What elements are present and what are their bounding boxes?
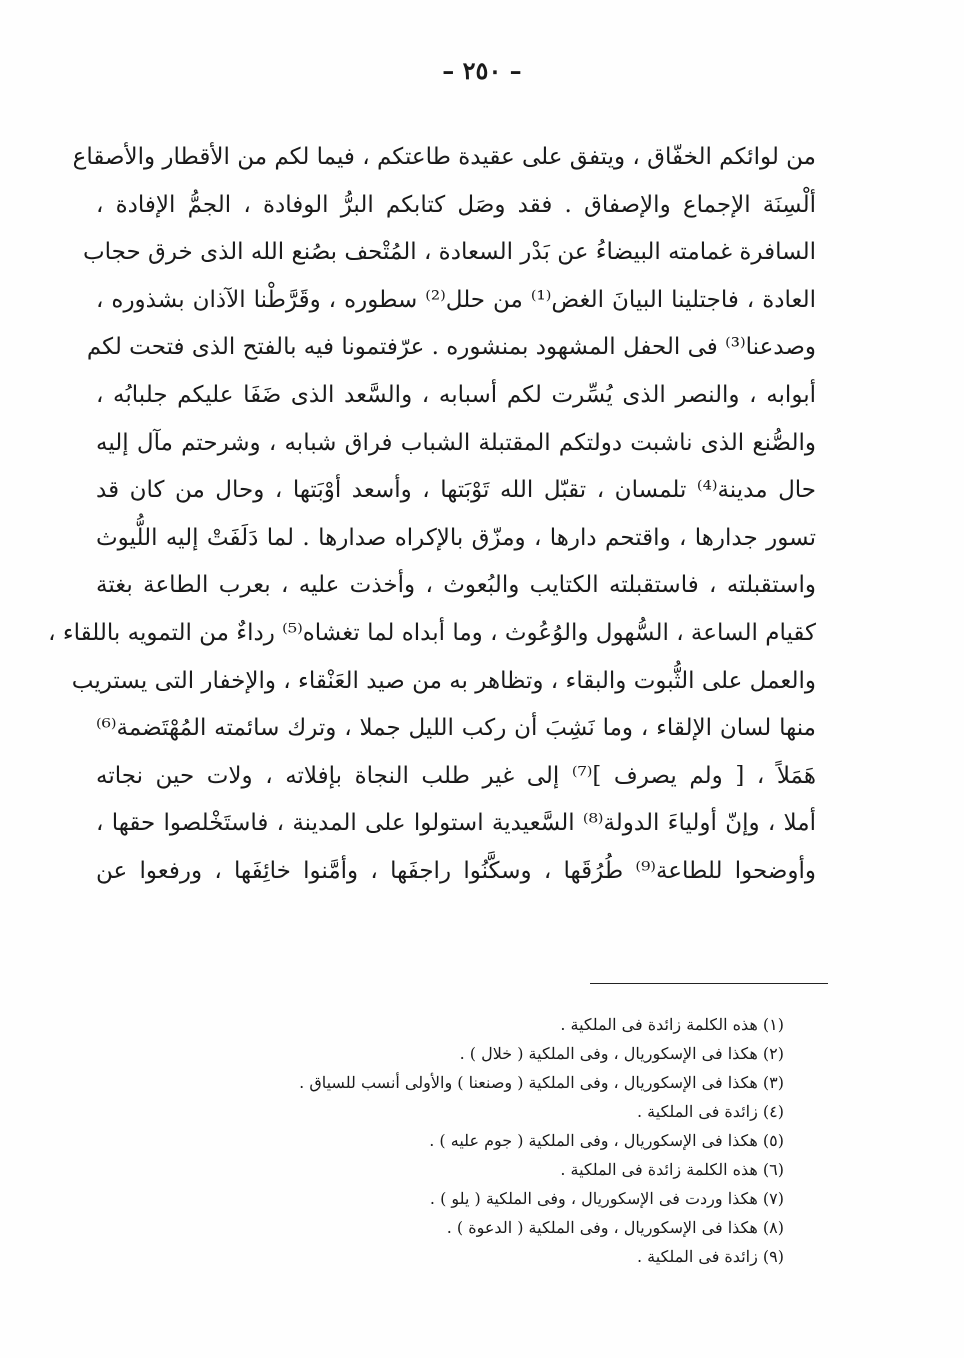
footnote-item: (٧) هكذا وردت فى الإسكوريال ، وفى الملكية ( يلو ) .: [429, 1189, 784, 1208]
footnote-item: (٨) هكذا فى الإسكوريال ، وفى الملكية ( الدعوة ) .: [446, 1218, 784, 1237]
body-line: من لوائكم الخفّاق ، ويتفق على عقيدة طاعتكم ، فيما لكم من الأقطار والأصقاع: [72, 144, 816, 170]
body-line: والصُّنع الذى ناشبت دولتكم المقتبلة الشباب فراق شبابه ، وشرحتم مآل إليه: [96, 429, 816, 456]
footnote-item: (٥) هكذا فى الإسكوريال ، وفى الملكية ( جوم عليه ) .: [429, 1131, 784, 1150]
body-line: هَمَلاً ، [ ولم يصرف ]⁽⁷⁾ إلى غير طلب النجاة بإفلاته ، ولات حين نجاته: [96, 762, 816, 789]
footnote-item: (٩) زائدة فى الملكية .: [636, 1247, 784, 1266]
body-line: أملا ، وإنّ أولياءَ الدولة⁽⁸⁾ السَّعيدية استولوا على المدينة ، فاستَخْلصوا حقها ،: [96, 810, 816, 837]
body-line: حال مدينة⁽⁴⁾ تلمسان ، تقبّل الله تَوْبَتها ، وأسعد أوْبَتها ، وحال من كان قد: [96, 477, 817, 504]
body-line: السافرة غمامته البيضاءُ عن بَدْر السعادة ، المُتْحف بصُنع الله الذى خرق حجاب: [82, 239, 816, 266]
page-number: – ٢٥٠ –: [442, 56, 522, 85]
body-line: واستقبلته ، فاستقبلته الكتايب والبُعوث ، وأخذت عليه ، بعرب الطاعة بغتة: [96, 572, 816, 599]
body-line: منها لسان الإلقاء ، وما نَشِبَ أن ركب الليل جملا ، وترك سائمته المُهْتَضمة⁽⁶⁾: [96, 715, 816, 742]
body-line: أبوابه ، والنصر الذى يُسِّرت لكم أسبابه ، والسَّعد الذى ضَفَا عليكم جلبابُه ،: [96, 381, 816, 408]
body-line: العادة ، فاجتلينا البيانَ الغض⁽¹⁾ من حلل⁽²⁾ سطوره ، وقَرَّطْنا الآذان بشذوره ،: [96, 286, 817, 313]
body-line: ألْسِنَة الإجماع والإصفاق . فقد وصَل كتابكم البرُّ الوفادة ، الجمُّ الإفادة ،: [96, 191, 816, 218]
footnotes: [200, 1010, 784, 1271]
body-line: والعمل على الثُّبوت والبقاء ، وتظاهر به من صيد العَنْقاء ، والإخفار التى يستريب: [71, 667, 816, 694]
body-line: وأوضحوا للطاعة⁽⁹⁾ طُرُقَها ، وسكَّنُوا راجفَها ، وأمَّنوا خائِفَها ، ورفعوا عن: [96, 857, 817, 884]
body-line: وصدعنا⁽³⁾ فى الحفل المشهود بمنشوره . عرّفتمونا فيه بالفتح الذى فتحت لكم: [86, 334, 816, 361]
body-line: كقيام الساعة ، السُّهول والوُعُوث ، وما أبداه لما تغشاه⁽⁵⁾ رداءٌ من التمويه باللقاء ،: [48, 619, 816, 646]
footnote-item: (٢) هكذا فى الإسكوريال ، وفى الملكية ( خلال ) .: [459, 1044, 784, 1063]
footnote-item: (٦) هذه الكلمة زائدة فى الملكية .: [560, 1160, 784, 1179]
footnote-item: (٣) هكذا فى الإسكوريال ، وفى الملكية ( وصنعنا ) والأولى أنسب للسياق .: [299, 1073, 784, 1092]
footnote-item: (١) هذه الكلمة زائدة فى الملكية .: [560, 1015, 784, 1034]
body-text: [48, 134, 817, 896]
footnote-item: (٤) زائدة فى الملكية .: [636, 1102, 784, 1121]
footnote-separator: [590, 983, 828, 984]
body-line: تسور جدارها ، واقتحم دارها ، ومزّق بالإكراه صدارها . لما دَلَفَتْ إليه اللُّيوث: [96, 524, 816, 551]
